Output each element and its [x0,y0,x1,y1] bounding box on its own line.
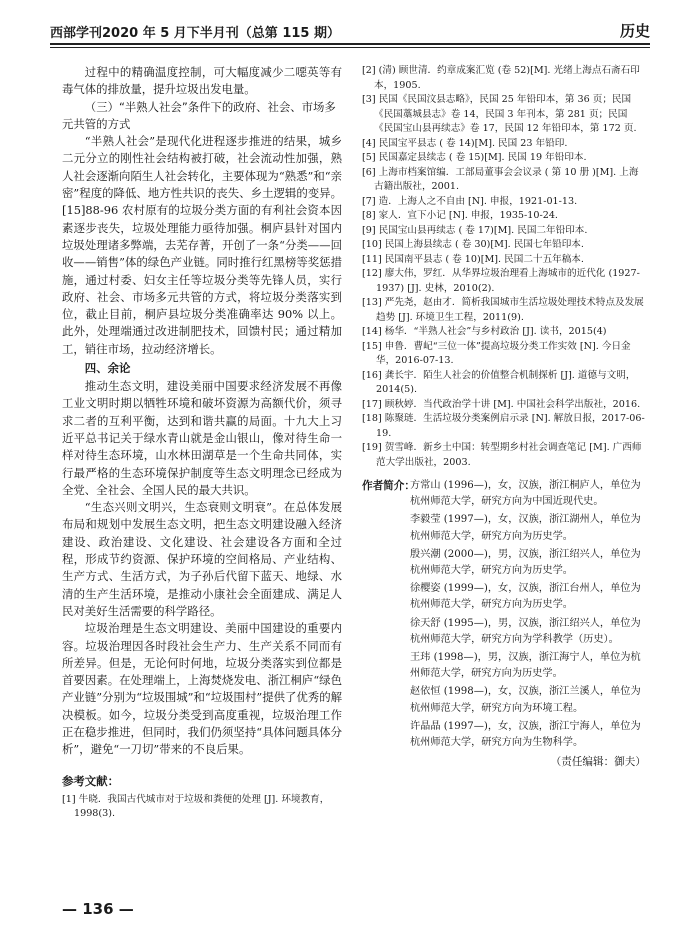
paragraph: 垃圾治理是生态文明建设、美丽中国建设的重要内容。垃圾治理因各时段社会生产力、生产关系不同而有所差异。但是，无论何时何地，垃圾分类落实到位都是首要因素。在处理端上，上海焚烧发电、浙江桐庐“绿色产业链”分别为“垃圾围城”和“垃圾围村”提供了优秀的解决模板。如今，垃圾分类受到高度重视，垃圾治理工作正在稳步推进，但同时，我们仍须坚持“具体问题具体分析”，避免“一刀切”带来的不良后果。 [62,621,342,757]
paragraph: “生态兴则文明兴，生态衰则文明衰”。在总体发展布局和规划中发展生态文明，把生态文明建设融入经济建设、政治建设、文化建设、社会建设各方面和全过程，形成节约资源、保护环境的空间格局、产业结构、生产方式、生活方式，为子孙后代留下蓝天、地绿、水清的生产生活环境，是推动小康社会全面建成、满足人民对美好生活需要的科学路径。 [62,500,342,618]
page-number: — 136 — [62,900,134,918]
reference-item: [18] 陈聚琏．生活垃圾分类案例启示录 [N]. 解放日报，2017-06-19. [362,413,645,439]
author-entry: 方常山 (1996—)，女，汉族，浙江桐庐人，单位为杭州师范大学，研究方向为中国近现代史。 [410,480,641,508]
reference-item: [19] 贺雪峰．新乡土中国：转型期乡村社会调查笔记 [M]. 广西师范大学出版社，2003. [362,442,642,468]
references-title: 参考文献： [62,773,119,788]
reference-item: [14] 杨华．“半熟人社会”与乡村政治 [J]. 读书，2015(4) [362,326,607,337]
section-heading: 四、余论 [84,361,131,376]
author-entry: 许晶晶 (1997—)，女，汉族，浙江宁海人，单位为杭州师范大学，研究方向为生物科学。 [410,720,641,749]
reference-item: [6] 上海市档案馆编．工部局董事会会议录 ( 第 10 册 )[M]. 上海古籍出版社，2001. [362,166,639,192]
reference-item: [13] 严先尧，赵由才．简析我国城市生活垃圾处理技术特点及发展趋势 [J]. 环境卫生工程，2011(9). [362,297,644,323]
responsible-editor: （责任编辑：御夫） [550,756,646,769]
reference-item: [4] 民国宝平县志 ( 卷 14)[M]. 民国 23 年铅印. [362,137,568,149]
reference-item: [2] (清) 顾世清．约章成案汇览 (卷 52)[M]. 光绪上海点石斋石印本，1905. [362,65,640,91]
reference-item: [9] 民国宝山县再续志 ( 卷 17)[M]. 民国二年铅印本. [362,224,588,236]
author-entry: 徐天舒 (1995—)，男，汉族，浙江绍兴人，单位为杭州师范大学，研究方向为学科教学（历史）。 [410,617,641,645]
subsection-heading: （三）“半熟人社会”条件下的政府、社会、市场多元共管的方式 [62,99,336,131]
author-entry: 王玮 (1998—)，男，汉族，浙江海宁人，单位为杭州师范大学，研究方向为历史学。 [410,652,641,680]
reference-list [362,64,646,470]
section-title: 历史 [619,22,650,40]
author-info-label: 作者简介： [362,480,415,492]
header-rule-thin [50,47,650,48]
page-header [50,18,650,44]
paragraph: “半熟人社会”是现代化进程逐步推进的结果，城乡二元分立的刚性社会结构被打破，社会流动性加强，熟人社会逐渐向陌生人社会转化，主要体现为“熟悉”和“亲密”程度的降低、地方性共识的丧失、乡土逻辑的变异。[15]88-96 农村原有的垃圾分类方面的有利社会资本因素逐步丧失，垃圾处理能力亟待加强。桐庐县针对国内垃圾处理诸多弊端，去芜存菁，开创了一条“分类——回收——销售”体的绿色产业链。同时推行红黑榜等奖惩措施，通过村委、妇女主任等垃圾分类等先锋人员，实行政府、社会、市场多元共管的方式，将垃圾分类落实到位，截止目前，桐庐县垃圾分类准确率达 90% 以上。此外，处理端通过改进制肥技术，回馈村民；通过精加工，销往市场，拉动经济增长。 [62,134,342,356]
author-entry: 赵依恒 (1998—)，女，汉族，浙江兰溪人，单位为杭州师范大学，研究方向为环境工程。 [410,686,641,714]
right-column [362,64,646,769]
reference-item: [16] 龚长宇．陌生人社会的价值整合机制探析 [J]. 道德与文明，2014(5). [362,369,636,395]
reference-item: [3] 民国《民国汶县志略》，民国 25 年铅印本，第 36 页；民国《民国藁城县志》卷 14，民国 3 年刊本，第 281 页；民国《民国宝山县再续志》卷 17，民国 12 年铅印本，第 172 页. [362,94,637,134]
author-entry: 殷兴潮 (2000—)，男，汉族，浙江绍兴人，单位为杭州师范大学，研究方向为历史学。 [410,548,641,577]
author-entry: 徐樱姿 (1999—)，女，汉族，浙江台州人，单位为杭州师范大学，研究方向为历史学。 [410,583,641,611]
journal-title: 西部学刊2020 年 5 月下半月刊（总第 115 期） [50,26,340,41]
reference-item: [15] 申鲁．曹屺“三位一体”提高垃圾分类工作实效 [N]. 今日金华，2016-07-13. [362,340,631,366]
paragraph: 过程中的精确温度控制，可大幅度减少二噁英等有毒气体的排放量，提升垃圾出发电量。 [62,65,342,97]
reference-item: [10] 民国上海县续志 ( 卷 30)[M]. 民国七年铅印本. [362,239,584,250]
left-column [62,64,342,822]
reference-item: [11] 民国南平县志 ( 卷 10)[M]. 民国二十五年稿本. [362,253,584,265]
reference-item: [8] 家人．宣下小记 [N]. 申报，1935-10-24. [362,210,558,221]
reference-item: [12] 廖大伟，罗红．从华界垃圾治理看上海城市的近代化 (1927-1937) [J]. 史林，2010(2). [362,268,640,294]
header-rule [50,43,650,45]
reference-item: [1] 牛晓．我国古代城市对于垃圾和粪便的处理 [J]. 环境教育，1998(3). [62,793,330,820]
author-info [362,478,646,751]
reference-item: [17] 顾秋婷．当代政治学十讲 [M]. 中国社会科学出版社，2016. [362,398,641,410]
reference-item: [5] 民国嘉定县续志 ( 卷 15)[M]. 民国 19 年铅印本. [362,152,587,163]
author-entry: 李毅莹 (1997—)，女，汉族，浙江湖州人，单位为杭州师范大学，研究方向为历史学。 [410,514,641,542]
paragraph: 推动生态文明，建设美丽中国要求经济发展不再像工业文明时期以牺牲环境和破坏资源为高额代价，须寻求二者的互利平衡，达到和谐共赢的局面。十九大上习近平总书记关于绿水青山就是金山银山，像对待生命一样对待生态环境，山水林田湖草是一个生命共同体，实行最严格的生态环境保护制度等生态文明理念已经成为全党、全社会、全国人民的最大共识。 [62,379,342,497]
reference-item: [7] 造．上海人之不自由 [N]. 申报，1921-01-13. [362,195,578,207]
